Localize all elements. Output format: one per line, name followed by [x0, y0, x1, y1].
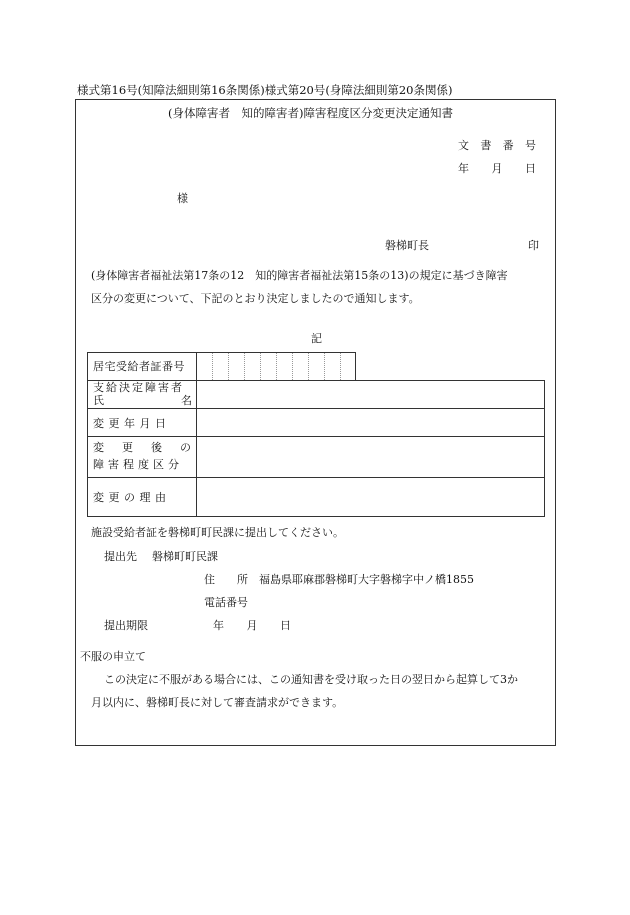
- digit-divider: [308, 353, 309, 380]
- form-number: 様式第16号(知障法細則第16条関係)様式第20号(身障法細則第20条関係): [77, 83, 453, 97]
- digit-divider: [260, 353, 261, 380]
- deadline-year: 年: [213, 619, 224, 632]
- digit-divider: [292, 353, 293, 380]
- table-row-divider: [87, 436, 545, 437]
- notice-title: (身体障害者 知的障害者)障害程度区分変更決定通知書: [168, 106, 453, 120]
- issuer: 磐梯町長: [385, 239, 429, 252]
- notice-body-line1: (身体障害者福祉法第17条の12 知的障害者福祉法第15条の13)の規定に基づき障害: [91, 269, 508, 282]
- table-row-divider: [87, 408, 545, 409]
- document-number-label: [458, 140, 536, 151]
- deadline-date: [213, 620, 291, 631]
- appeal-line2: 月以内に、磐梯町長に対して審査請求ができます。: [91, 696, 344, 709]
- doc-number-char: 番: [502, 139, 514, 152]
- seal-mark: 印: [528, 239, 539, 252]
- deadline-month: 月: [246, 619, 258, 632]
- digit-divider: [212, 353, 213, 380]
- phone-label: 電話番号: [204, 596, 248, 609]
- date-year: 年: [458, 162, 469, 175]
- appeal-heading: 不服の申立て: [80, 650, 146, 663]
- deadline-label: 提出期限: [104, 619, 148, 632]
- appeal-line1: この決定に不服がある場合には、この通知書を受け取った日の翌日から起算して3か: [104, 673, 518, 686]
- digit-divider: [228, 353, 229, 380]
- change-date-label: 変 更 年 月 日: [93, 417, 167, 430]
- destination-value: 磐梯町町民課: [152, 550, 218, 563]
- date-month: 月: [491, 162, 503, 175]
- destination-label: 提出先: [104, 550, 137, 563]
- recipient-label-given: 名: [181, 394, 193, 407]
- address-label: 住 所: [204, 573, 248, 586]
- digit-divider: [276, 353, 277, 380]
- submission-instruction: 施設受給者証を磐梯町町民課に提出してください。: [91, 526, 344, 539]
- digit-divider: [324, 353, 325, 380]
- after-change-label-line2: 障害程度区分: [93, 458, 183, 471]
- date-day: 日: [525, 162, 536, 175]
- doc-number-char: 号: [524, 139, 536, 152]
- addressee-suffix: 様: [177, 192, 188, 205]
- recipient-label-line1: 支給決定障害者: [93, 381, 184, 394]
- issue-date: [458, 163, 536, 174]
- digit-divider: [244, 353, 245, 380]
- notice-body-line2: 区分の変更について、下記のとおり決定しましたので通知します。: [91, 292, 420, 305]
- after-change-char: 変: [93, 441, 104, 454]
- after-change-char: 更: [122, 441, 133, 454]
- certificate-number-label: 居宅受給者証番号: [93, 360, 185, 373]
- deadline-day: 日: [280, 619, 291, 632]
- ki-marker: 記: [311, 332, 322, 345]
- after-change-label-line1: [93, 442, 191, 453]
- doc-number-char: 書: [480, 139, 492, 152]
- reason-label: 変 更 の 理 由: [93, 491, 167, 504]
- address-value: 福島県耶麻郡磐梯町大字磐梯字中ノ橋1855: [259, 573, 474, 586]
- doc-number-char: 文: [458, 139, 469, 152]
- digit-divider: [340, 353, 341, 380]
- table-row-divider: [87, 477, 545, 478]
- after-change-char: の: [180, 441, 191, 454]
- recipient-label-family: 氏: [93, 394, 105, 407]
- after-change-char: 後: [151, 441, 162, 454]
